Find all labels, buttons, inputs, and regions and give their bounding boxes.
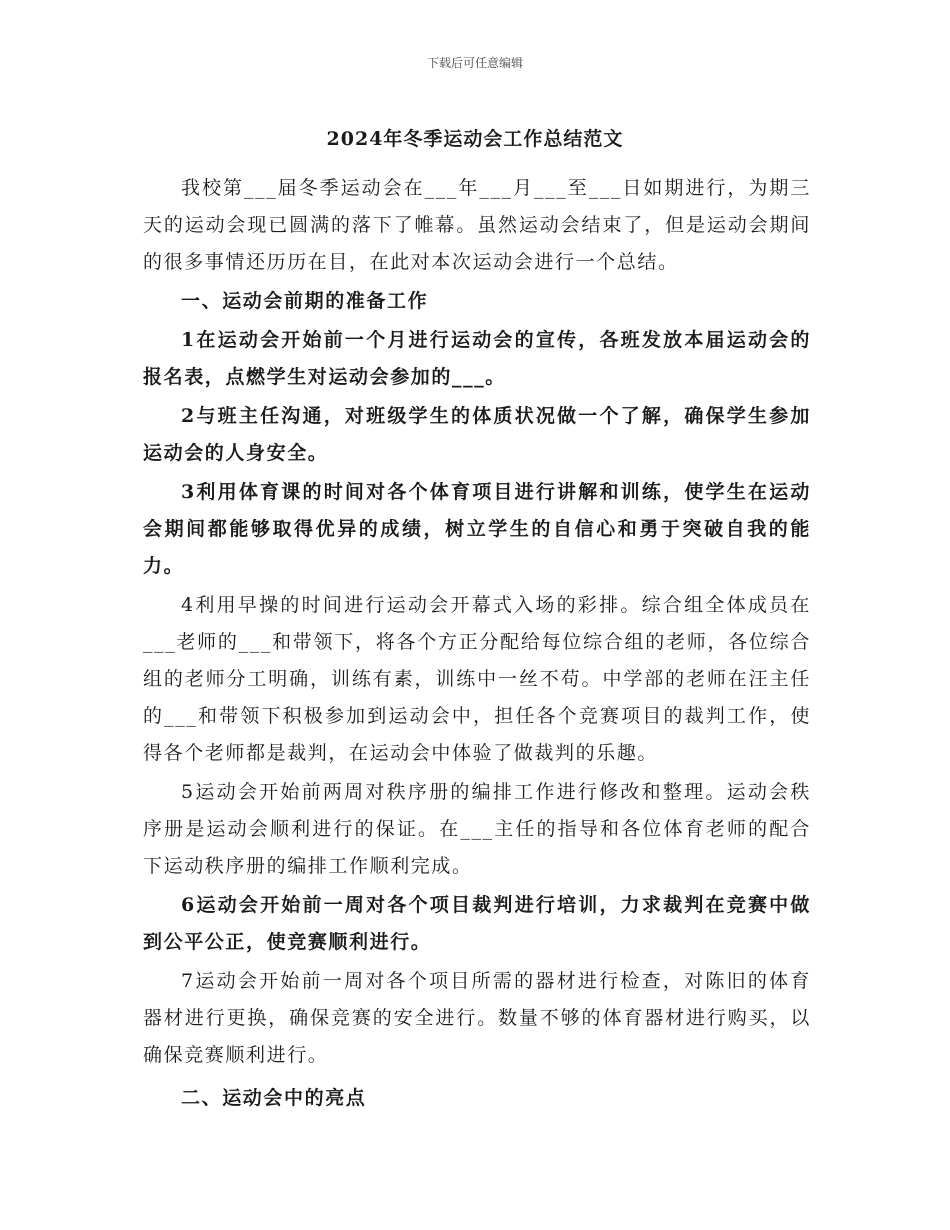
paragraph-item-7: 7运动会开始前一周对各个项目所需的器材进行检查，对陈旧的体育器材进行更换，确保竞赛的安全进行。数量不够的体育器材进行购买，以确保竞赛顺利进行。: [143, 970, 811, 1066]
paragraph-item-4: 4利用早操的时间进行运动会开幕式入场的彩排。综合组全体成员在___老师的___和带领下，将各个方正分配给每位综合组的老师，各位综合组的老师分工明确，训练有素，训练中一丝不苟。中学部的老师在汪主任的___和带领下积极参加到运动会中，担任各个竞赛项目的裁判工作，使得各个老师都是裁判，在运动会中体验了做裁判的乐趣。: [143, 594, 811, 764]
paragraph-item-6: 6运动会开始前一周对各个项目裁判进行培训，力求裁判在竞赛中做到公平公正，使竞赛顺利进行。: [143, 894, 811, 953]
document-body: [143, 170, 811, 1117]
paragraph-item-1: 1在运动会开始前一个月进行运动会的宣传，各班发放本届运动会的报名表，点燃学生对运动会参加的___。: [143, 329, 811, 388]
section-heading-1: 一、运动会前期的准备工作: [181, 290, 429, 312]
section-heading-2: 二、运动会中的亮点: [181, 1087, 367, 1109]
paragraph-item-5: 5运动会开始前两周对秩序册的编排工作进行修改和整理。运动会秩序册是运动会顺利进行的保证。在___主任的指导和各位体育老师的配合下运动秩序册的编排工作顺利完成。: [143, 781, 811, 877]
paragraph-item-3: 3利用体育课的时间对各个体育项目进行讲解和训练，使学生在运动会期间都能够取得优异的成绩，树立学生的自信心和勇于突破自我的能力。: [143, 481, 811, 577]
header-note: 下载后可任意编辑: [426, 56, 523, 70]
paragraph-item-2: 2与班主任沟通，对班级学生的体质状况做一个了解，确保学生参加运动会的人身安全。: [143, 405, 811, 464]
paragraph-intro: 我校第___届冬季运动会在___年___月___至___日如期进行，为期三天的运动会现已圆满的落下了帷幕。虽然运动会结束了，但是运动会期间的很多事情还历历在目，在此对本次运动会进行一个总结。: [143, 177, 811, 273]
document-title: 2024年冬季运动会工作总结范文: [326, 128, 624, 150]
